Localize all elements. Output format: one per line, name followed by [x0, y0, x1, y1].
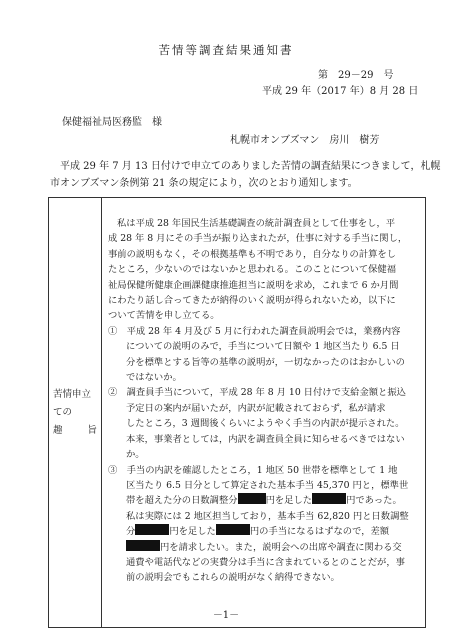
body-line [108, 355, 421, 370]
body-line [108, 216, 421, 231]
page-number: －1－ [212, 610, 240, 621]
body-line-text: 予定日の案内が届いたが，内訳が記載されておらず，私が請求 [126, 402, 386, 414]
body-line [108, 278, 421, 293]
body-line [108, 432, 421, 447]
document-date: 平成 29 年（2017 年）8 月 28 日 [262, 86, 419, 97]
intro-line: 市オンブズマン条例第 21 条の規定により，次のとおり通知します。 [50, 178, 358, 189]
intro-paragraph [50, 158, 441, 192]
body-line [108, 570, 421, 585]
redaction-block [126, 540, 160, 551]
body-line-text: ついて苦情を申し立てる。 [108, 310, 220, 322]
body-line-text: たところ，少ないのではないかと思われる。このことについて保健福 [108, 264, 397, 276]
body-line-text: 円の手当になるはずなので，差額 [249, 526, 390, 538]
body-line [108, 385, 421, 400]
complaint-body-text [108, 216, 421, 586]
body-line-text: ③ 手当の内訳を確認したところ，1 地区 50 世帯を標準として 1 地 [108, 464, 398, 476]
body-line [108, 370, 421, 385]
redaction-block [216, 524, 250, 535]
body-line-text: についての説明のみで，手当について日額や 1 地区当たり 6.5 日 [126, 341, 400, 353]
body-line-text: か。 [126, 449, 145, 461]
sender: 札幌市オンブズマン 房川 樹芳 [230, 135, 380, 146]
body-line-text: 円を請求したい。また，説明会への出席や調査に関わる交 [160, 541, 402, 553]
body-line-text: ではないか。 [126, 372, 182, 384]
intro-line: 平成 29 年 7 月 13 日付けで申立てのありました苦情の調査結果につきまして，札幌 [60, 161, 441, 172]
complaint-body-cell [102, 198, 426, 628]
body-line [108, 401, 421, 416]
body-line [108, 478, 421, 493]
document-title: 苦情等調査結果通知書 [158, 43, 294, 57]
body-line-text: ① 平成 28 年 4 月及び 5 月に行われた調査員説明会では，業務内容 [108, 325, 401, 337]
body-line-text: 円を足した [169, 526, 216, 538]
body-line-text: 本来，事業者としては，内訳を調査員全員に知らせるべきではない [126, 433, 405, 445]
body-line-text: 区当たり 6.5 日分として算定された基本手当 45,370 円と，標準世 [126, 479, 409, 491]
body-line-text: 前の説明会でもこれらの説明がなく納得できない。 [126, 572, 340, 584]
body-line [108, 524, 421, 539]
body-line-text: 私は平成 28 年国民生活基礎調査の統計調査員として仕事をし，平 [117, 218, 396, 229]
body-line-text: 事前の説明もなく，その根拠基準も不明であり，自分なりの計算をし [108, 248, 397, 260]
body-line [108, 339, 421, 354]
body-line [108, 493, 421, 508]
body-line [108, 247, 421, 262]
body-line [108, 324, 421, 339]
body-line-text: 円であった。 [346, 495, 402, 507]
body-line-text: 通費や電話代などの実費分は手当に含まれているとのことだが，事 [126, 556, 405, 568]
complaint-label-cell [49, 198, 102, 628]
body-line [108, 293, 421, 308]
redaction-block [238, 493, 266, 504]
body-line-text: 分を標準とする旨等の基準の説明が，一切なかったのはおかしいの [126, 356, 405, 368]
body-line [108, 555, 421, 570]
body-line [108, 540, 421, 555]
body-line [108, 509, 421, 524]
body-line [108, 447, 421, 462]
body-line [108, 463, 421, 478]
body-line-text: したところ，3 週間後くらいにようやく手当の内訳が提示された。 [126, 418, 405, 430]
body-line-text: 私は実際には 2 地区担当しており，基本手当 62,820 円と日数調整 [126, 510, 409, 522]
body-line-text: 分 [126, 526, 136, 538]
redaction-block [312, 493, 346, 504]
label-char-right: 旨 [87, 424, 97, 436]
body-line-text: ② 調査員手当について，平成 28 年 8 月 10 日付けで支給金額と振込 [108, 387, 406, 399]
body-line [108, 262, 421, 277]
label-char-left: 趣 [53, 424, 63, 436]
complaint-table [48, 197, 426, 628]
body-line [108, 308, 421, 323]
body-line [108, 231, 421, 246]
label-line-1: 苦情申立ての [53, 388, 92, 418]
redaction-block [135, 524, 169, 535]
addressee: 保健福祉局医務監 様 [62, 117, 162, 128]
body-line-text: 円を足した [265, 495, 313, 507]
body-line-text: 成 28 年 8 月にその手当が振り込まれたが，仕事に対する手当に関し， [108, 233, 408, 245]
body-line-text: 祉局保健所健康企画課健康推進担当に説明を求め，これまで 6 か月間 [108, 279, 399, 291]
body-line-text: 帯を超えた分の日数調整分 [126, 495, 238, 507]
document-number: 第 29－29 号 [318, 70, 394, 81]
body-line-text: にわたり話し合ってきたが納得のいく説明が得られないため，以下に [108, 295, 396, 307]
body-line [108, 416, 421, 431]
